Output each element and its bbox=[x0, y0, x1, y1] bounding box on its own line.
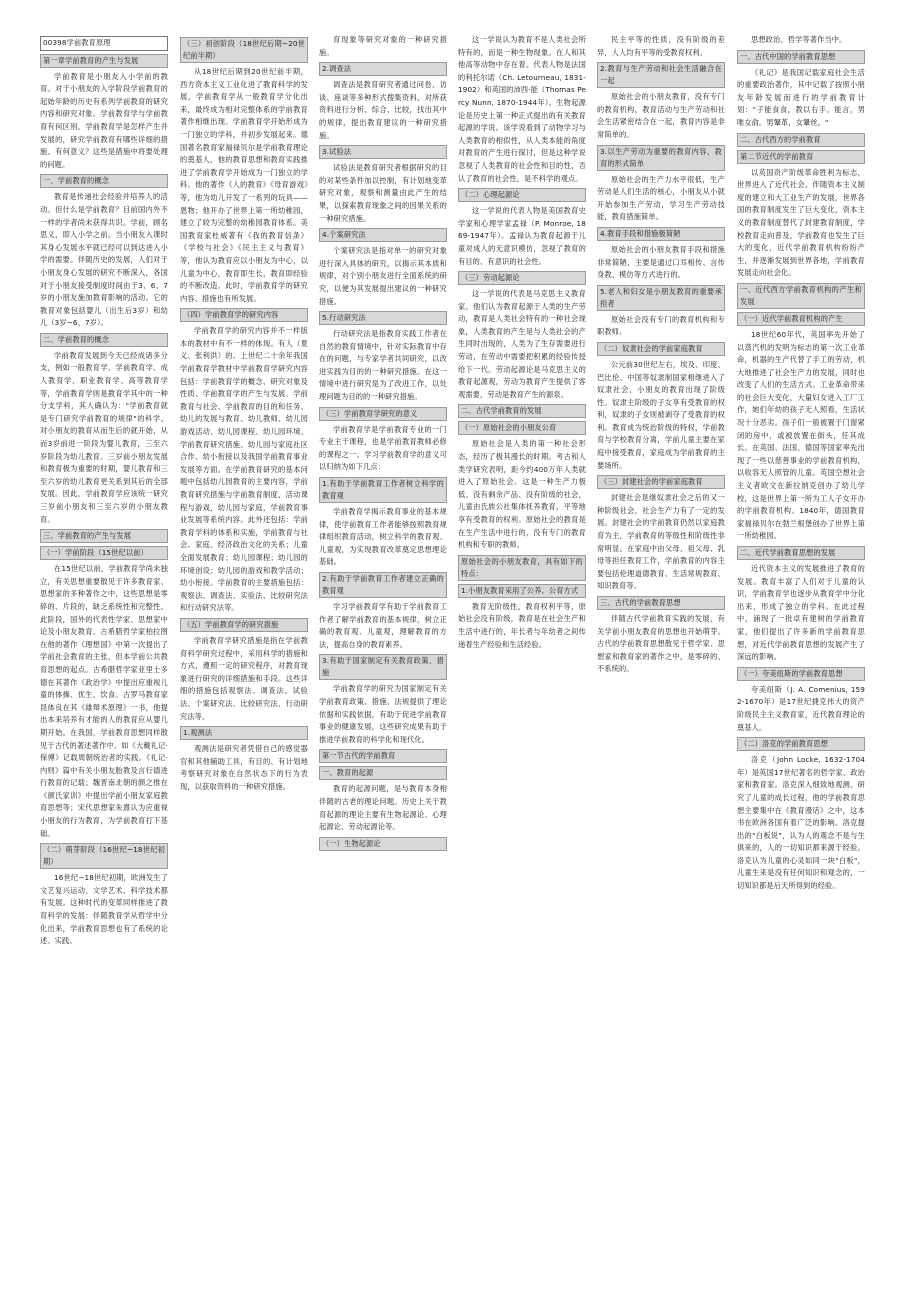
section-heading: （二）洛克的学前教育思想 bbox=[737, 737, 865, 751]
body-paragraph: 个案研究法是指对单一的研究对象进行深入具体的研究，以揭示其本质和规律，对个别小朋友进行全面系统的研究，以便为其发展提出建议的一种研究措施。 bbox=[319, 246, 447, 306]
body-paragraph: 学前教育学是学前教育专业的一门专业主干课程，也是学前教育教师必修的课程之一。学习学前教育学的意义可以归纳为如下几点： bbox=[319, 424, 447, 472]
section-heading: 2.调查法 bbox=[319, 62, 447, 76]
section-heading: 1.小朋友教育采用了公养、公育方式 bbox=[458, 584, 586, 598]
body-paragraph: 从18世纪后期到20世纪前半期，西方资本主义工业化进了教育科学的发展，学前教育学从一般教育学分化出来，最终成为相对完整体系的学前教育著作相继出现。学前教育学开始形成为一门独立的学科，并初步发展起来。德国著名教育家福禄贝尔是学前教育理论的奠基人，他的教育思想和教育实践推进了学前教育学开始成为一门独立的学科。他的著作《人的教育》《母育游戏》等，他为幼儿开发了一系列的玩具——恩物；他开办了世界上第一所幼稚园，建立了较为完整的幼稚园教育体系。美国教育家杜威著有《我的教育信条》《学校与社会》《民主主义与教育》等，他认为教育应以小朋友为中心，以儿童为中心，教育即生长，教育即经验的不断改造。此时，学前教育学的研究内容、措施也有所发展。 bbox=[180, 67, 308, 303]
text-column-4 bbox=[458, 34, 586, 1292]
section-heading: （五）学前教育学的研究措施 bbox=[180, 618, 308, 632]
body-paragraph: 这一学说认为教育不是人类社会所特有的，而是一种生物现象。在人和其他高等动物中存在着。代表人物是法国的利托尔诺（Ch. Letourneau, 1831-1902）和英国的沛西·能（Thomas Percy Nunn, 1870-1944年）。生物起源论是历史上第一种正式提出的有关教育起源的学说。该学说看到了动物学习与人类教育的相似性，从人类本能的角度对教育的产生进行探讨，但是这种学说忽视了人类教育的社会性和目的性，否认了教育的社会性，是不科学的观点。 bbox=[458, 35, 586, 183]
body-paragraph: 这一学说的代表是马克思主义教育家。他们认为教育起源于人类的生产劳动，教育是人类社会特有的一种社会现象，人类教育的产生是与人类社会的产生同时出现的，人类为了生存需要进行劳动，在劳动中需要把积累的经验传授给下一代。劳动起源论是马克思主义的教育起源观，劳动为教育产生提供了客观需要，劳动是教育产生的源泉。 bbox=[458, 289, 586, 399]
section-heading: 3.以生产劳动为重要的教育内容，教育的形式简单 bbox=[597, 145, 725, 171]
section-heading: 三、学前教育的产生与发展 bbox=[40, 529, 168, 543]
section-heading: （一）原始社会的小朋友公育 bbox=[458, 421, 586, 435]
body-paragraph: 原始社会是人类的第一种社会形态，经历了极其漫长的时期。考古和人类学研究表明，距今约400万年人类就进入了原始社会。这是一种生产力极低、没有剩余产品、没有阶级的社会，儿童由氏族公社集体抚养教育，平等地享有受教育的权利。原始社会的教育是在生产生活中进行的，没有专门的教育机构和专职的教师。 bbox=[458, 439, 586, 550]
section-heading: （一）夸美纽斯的学前教育思想 bbox=[737, 667, 865, 681]
body-paragraph: 18世纪60年代，英国率先开始了以蒸汽机的发明为标志的第一次工业革命，机器的生产代替了手工的劳动，机大地推进了社会生产力的发展，同时也改变了人们的生活方式。工业革命带来的社会巨大变化，大量妇女进入工厂工作，她们年幼的孩子无人照看，生活状况十分恶劣。孩子们一般被置于门窗紧闭的房中，或被放置在街头，任其成长。在英国、法国、德国等国家率先出现了一些以慈善事业的学前教育机构，以收容无人照管的儿童。英国空想社会主义者欧文在新拉纳克创办了幼儿学校，这是世界上第一所为工人子女开办的学前教育机构。1840年，德国教育家福禄贝尔在勃兰根堡创办了世界上第一所幼稚园。 bbox=[737, 329, 865, 541]
body-paragraph: 洛克（John Locke, 1632-1704年）是英国17世纪著名的哲学家、政治家和教育家。洛克深入细致地观测、研究了儿童的成长过程，他的学前教育思想主要集中在《教育漫话》之中，这本书在欧洲各国有着广泛的影响。洛克提出的"白板说"，认为人的观念不是与生俱来的，人的一切知识都来源于经验。洛克认为儿童的心灵如同一块"白板"，儿童生来是没有任何知识和观念的，一切知识都是后天所得到的经验。 bbox=[737, 755, 865, 891]
body-paragraph: 试验法是教育研究者根据研究的目的对某些条件加以控制，有计划地变革研究对象，观察和测量由此产生的结果，以探索教育现象之间的因果关系的一种研究措施。 bbox=[319, 163, 447, 223]
section-heading: 三、古代的学前教育思想 bbox=[597, 596, 725, 610]
section-heading: 一、教育的起源 bbox=[319, 766, 447, 780]
body-paragraph: 近代资本主义的发展推进了教育的发展。教育丰富了人们对于儿童的认识，学前教育学也逐步从教育学中分化出来，形成了独立的学科。在此过程中，涌现了一批卓有建树的学前教育家，他们提出了许多新的学前教育思想，对近代学前教育思想的发展产生了深远的影响。 bbox=[737, 564, 865, 662]
body-paragraph: 原始社会的小朋友教育，没有专门的教育机构，教育活动与生产劳动和社会生活紧密结合在一起，教育内容是非常简单的。 bbox=[597, 92, 725, 139]
section-heading: （三）学前教育学研究的意义 bbox=[319, 407, 447, 421]
section-heading: （二）心理起源论 bbox=[458, 188, 586, 202]
body-paragraph: 公元前30世纪左右，埃及、印度、巴比伦、中国等奴隶制国家相继进入了奴隶社会，小朋友的教育出现了阶级性。奴隶主阶级的子女享有受教育的权利，奴隶的子女则被剥夺了受教育的权利。教育成为统治阶级的特权，学前教育与学校教育分离，学前儿童主要在家庭中接受教育，家庭成为学前教育的主要场所。 bbox=[597, 359, 725, 470]
section-heading: 二、古代学前教育的发展 bbox=[458, 404, 586, 418]
body-paragraph: 原始社会没有专门的教育机构和专职教师。 bbox=[597, 314, 725, 337]
section-heading: 一、学前教育的概念 bbox=[40, 174, 168, 188]
section-heading: 3.有助于国家制定有关教育政策、措施 bbox=[319, 654, 447, 680]
body-paragraph: 思想政治、哲学等著作当中。 bbox=[751, 35, 847, 44]
text-column-5 bbox=[597, 34, 725, 1292]
body-paragraph: 封建社会是继奴隶社会之后的又一种阶级社会，社会生产力有了一定的发展。封建社会的学前教育仍然以家庭教育为主，学前教育的等级性和阶级性非常明显。在家庭中由父母、祖父母、乳母等担任教育工作，学前教育的内容主要包括伦理道德教育、生活常规教育、知识教育等。 bbox=[597, 493, 725, 591]
body-paragraph: 学习学前教育学有助于学前教育工作者了解学前教育的基本规律，树立正确的教育观、儿童观，理解教育的方法，提高自身的教育素养。 bbox=[319, 602, 447, 649]
section-heading: （二）奴隶社会的学前家庭教育 bbox=[597, 342, 725, 356]
body-paragraph: 这一学说的代表人物是美国教育史学家和心理学家孟禄（P. Monroe, 1869-1947年）。孟禄认为教育起源于儿童对成人的无意识模仿，忽视了教育的有目的、有意识的社会性。 bbox=[458, 206, 586, 266]
body-paragraph: 教育是传递社会经验并培养人的活动。但什么是学前教育？目前国内外不一样的学者尚未获得共识。学前，顾名思义，即入小学之前。当小朋友入课时其身心发展水平就已经可以到达进入小学的需要。伴随历史的发展，人们对于小朋友身心发展的研究不断深入，各国对于小朋友接受制度时间由于3、6、7岁的小朋友施加教育影响的活动。它的教育对象包括婴儿（出生后3岁）和幼儿（3岁~6、7岁）。 bbox=[40, 192, 168, 328]
section-heading: 一、近代西方学前教育机构的产生和发展 bbox=[737, 283, 865, 309]
section-heading: 4.教育手段和措施极简陋 bbox=[597, 227, 725, 241]
section-heading: （三）劳动起源论 bbox=[458, 271, 586, 285]
body-paragraph: 《礼记》是我国记载家庭社会生活的重要政治著作，其中记载了按照小朋友年龄发展而进行的学前教育计划："子能食食，教以右手。能言，男唯女俞。男鞶革，女鞶丝。" bbox=[737, 67, 865, 127]
section-heading: 3.试验法 bbox=[319, 145, 447, 159]
body-paragraph: 学前教育学的研究内容并不一样版本的教材中有不一样的体现。有人（夏义、张利洪）的。上世纪二十余年我国学前教育学教材中学前教育学研究内容包括：学前教育学的概念、研究对象及性质、学前教育学的产生与发展、学前教育与社会、学前教育的目的和任务、幼儿的发展与教育、幼儿教师、幼儿园游戏活动、幼儿园课程、幼儿园环境、学前教育研究措施、幼儿园与家庭社区合作、幼小衔接以及我国学前教育事业发展等方面。在学前教育研究的基本问题中包括幼儿园教育的主要内容，学前教育研究措施与学前教育制度，活动课程与游戏，幼儿园与家庭，学前教育事业发展等系统内容。此外还包括：学前教育学科的体系和实施，学前教育与社会、家庭、经济政治文化的关系；儿童全面发展教育；幼儿园课程；幼儿园的环境创设；幼儿园的游戏和教学活动；幼小衔接。学前教育的主要措施包括：观察法、调查法、实验法、比较研究法和行动研究法等。 bbox=[180, 326, 308, 613]
section-heading: 一、古代中国的学前教育思想 bbox=[737, 50, 865, 64]
section-heading: 2.有助于学前教育工作者建立正确的教育观 bbox=[319, 572, 447, 598]
body-paragraph: 原始社会的小朋友教育手段和措施非常简陋，主要是通过口耳相传、言传身教、模仿等方式进行的。 bbox=[597, 244, 725, 280]
section-heading: （四）学前教育学的研究内容 bbox=[180, 308, 308, 322]
body-paragraph: 学前教育是小朋友入小学前的教育。对于小朋友的入学阶段学前教育的起始年龄的历史有系列学前教育的研究内容和研究对象。学前教育学与学前教育有何区别，学前教育学是怎样产生并发展的，研究学前教育有哪些详细的措施、有何意义？这些是措施中将要处理的问题。 bbox=[40, 71, 168, 169]
document-title: 00398学前教育原理 bbox=[40, 36, 168, 51]
section-heading: 2.教育与生产劳动和社会生活融合在一起 bbox=[597, 62, 725, 88]
section-heading: 5.行动研究法 bbox=[319, 311, 447, 325]
body-paragraph: 以英国资产阶级革命胜利为标志，世界进入了近代社会。伴随资本主义制度的建立和大工业生产的发展，世界各国的教育制度发生了巨大变化，资本主义的教育制度替代了封建教育制度，学校教育走向普及，学前教育也发生了巨大的变化，近代学前教育机构纷纷产生，并逐渐发展到世界各地，学前教育发展走向社会化。 bbox=[737, 167, 865, 278]
body-paragraph: 民主平等的性质，没有阶级的差异，人人均有平等的受教育权利。 bbox=[597, 35, 725, 57]
body-paragraph: 在15世纪以前，学前教育学尚未独立，有关思想重要散见于许多教育家、思想家的多种著作之中，这些思想是零碎的、片段的，缺乏系统性和完整性。此阶段，国外的代表性学家、思想家中论及小朋友教育、古希腊哲学家柏拉图在他的著作《理想国》中第一次提出了学前社会教育的主张，但本学前公共教育思想的起点。古希腊哲学家亚里士多德在其著作《政治学》中提出应重视儿童的体操、优生、饮食。古罗马教育家昆体良在其《雄辩术原理》一书，他提出本来培养有才能的人的教育应从婴儿期开始。在我国，学前教育思想同样散见于古代的著述著作中。如《大戴礼记·保傅》记载周朝统治者的实践。《礼记·内则》篇中有关小朋友胎教及言行德进行教育的记载；魏晋南北朝的颜之推在《颜氏家训》中提出学前小朋友家庭教育思想等；宋代思想家朱熹认为应重视小朋友的行为教育，为学前教育打下基础。 bbox=[40, 564, 168, 838]
section-heading: （一）生物起源论 bbox=[319, 837, 447, 851]
body-paragraph: 教育无阶级性，教育权利平等，原始社会没有阶级，教育是在社会生产和生活中进行的，年长者与年幼者之间传递着生产经验和生活经验。 bbox=[458, 601, 586, 649]
section-heading: 5.老人和妇女是小朋友教育的重要承担者 bbox=[597, 285, 725, 311]
text-column-3 bbox=[319, 34, 447, 1292]
body-paragraph: 16世纪~18世纪初期，欧洲发生了文艺复兴运动、文学艺术、科学技术都有发展。这种时代的变革同样推进了教育科学的发展：伴随教育学从哲学中分化出来，学前教育思想也有了系统的论述、实践。 bbox=[40, 873, 168, 946]
section-heading: 二、近代学前教育思想的发展 bbox=[737, 546, 865, 560]
body-paragraph: 夸美纽斯（J. A. Comenius, 1592-1670年）是17世纪捷克伟大的资产阶级民主主义教育家，近代教育理论的奠基人。 bbox=[737, 684, 865, 732]
section-heading: 1.有助于学前教育工作者树立科学的教育观 bbox=[319, 477, 447, 503]
body-paragraph: 伴随古代学前教育实践的发展，有关学前小朋友教育的思想也开始萌芽。古代的学前教育思想散见于哲学家、思想家和教育家的著作之中，是零碎的、不系统的。 bbox=[597, 614, 725, 674]
body-paragraph: 学前教育学的研究为国家制定有关学前教育政策、措施、法规提供了理论依据和实践依据，有助于促进学前教育事业的健康发展，这些研究成果有助于推进学前教育的科学化和现代化。 bbox=[319, 684, 447, 744]
section-heading: 1.观测法 bbox=[180, 726, 308, 740]
section-heading: 原始社会的小朋友教育，具有如下的特点： bbox=[458, 555, 586, 581]
section-heading: （二）萌芽阶段（16世纪~18世纪初期） bbox=[40, 843, 168, 869]
body-paragraph: 原始社会的生产力水平很低，生产劳动是人们生活的核心，小朋友从小就开始参加生产劳动，学习生产劳动技能，教育措施简单。 bbox=[597, 174, 725, 222]
body-paragraph: 学前教育学揭示教育事业的基本规律，使学前教育工作者能够按照教育规律组织教育活动，树立科学的教育观、儿童观，为实现教育改革奠定思想理论基础。 bbox=[319, 507, 447, 567]
text-column-2 bbox=[180, 34, 308, 1292]
text-column-1 bbox=[40, 34, 168, 1292]
body-paragraph: 调查法是教育研究者通过问卷、访谈、座谈等多种形式搜集资料，对所获资料进行分析、综合、比较，找出其中的规律，提出教育建议的一种研究措施。 bbox=[319, 80, 447, 140]
body-paragraph: 行动研究法是指教育实践工作者在自然的教育情境中，针对实际教育中存在的问题，与专家学者共同研究，以改进实践为目的的一种研究措施。在这一情境中进行研究是为了改进工作，以处理问题为目的的一种研究措施。 bbox=[319, 329, 447, 402]
body-paragraph: 学前教育发展到今天已经成诸多分支，例如一般教育学、学前教育学、成人教育学、职业教育学、高等教育学等，学前教育学则是教育学其中的一种分支学科，其人确认为："学前教育就是专门研究学前教育的规律"的科学。对小朋友的教育从而生后的就开始，从而3岁前进一阶段为婴儿教育，三至六岁阶段为幼儿教育。三岁前小朋友发展和教育极为重要的时期，婴儿教育和三至六岁的幼儿教育更关系到其后的全部发展。因此，学前教育学应该统一研究三岁前小朋友和三至六岁的小朋友教育。 bbox=[40, 350, 168, 524]
body-paragraph: 观测法是研究者凭借自己的感觉器官和其他辅助工具，有目的、有计划地考察研究对象在自然状态下的行为表现，以获取资料的一种研究措施。 bbox=[180, 744, 308, 791]
text-column-6 bbox=[737, 34, 865, 1292]
section-heading: 第一节古代的学前教育 bbox=[319, 749, 447, 763]
section-heading: 二、学前教育的概念 bbox=[40, 333, 168, 347]
section-heading: （一）学前阶段（15世纪以前） bbox=[40, 546, 168, 560]
body-paragraph: 学前教育学研究措施是指在学前教育科学研究过程中，采用科学的措施和方式，遵照一定的研究程序，对教育现象进行研究的详细措施和手段。这些详细的措施包括观察法、调查法、试验法、个案研究法、比较研究法、行动研究法等。 bbox=[180, 635, 308, 721]
section-heading: 第二节近代的学前教育 bbox=[737, 150, 865, 164]
section-heading: （三）封建社会的学前家庭教育 bbox=[597, 475, 725, 489]
body-paragraph: 育现象等研究对象的一种研究措施。 bbox=[319, 35, 447, 57]
section-heading: （一）近代学前教育机构的产生 bbox=[737, 312, 865, 326]
section-heading: 第一章学前教育的产生与发展 bbox=[40, 54, 168, 68]
body-paragraph: 教育的起源问题，是与教育本身相伴随的古老的理论问题。历史上关于教育起源的理论主要有生物起源论、心理起源论、劳动起源论等。 bbox=[319, 784, 447, 832]
section-heading: 二、古代西方的学前教育 bbox=[737, 133, 865, 147]
section-heading: （三）初创阶段（18世纪后期~20世纪前半期） bbox=[180, 37, 308, 63]
section-heading: 4.个案研究法 bbox=[319, 228, 447, 242]
